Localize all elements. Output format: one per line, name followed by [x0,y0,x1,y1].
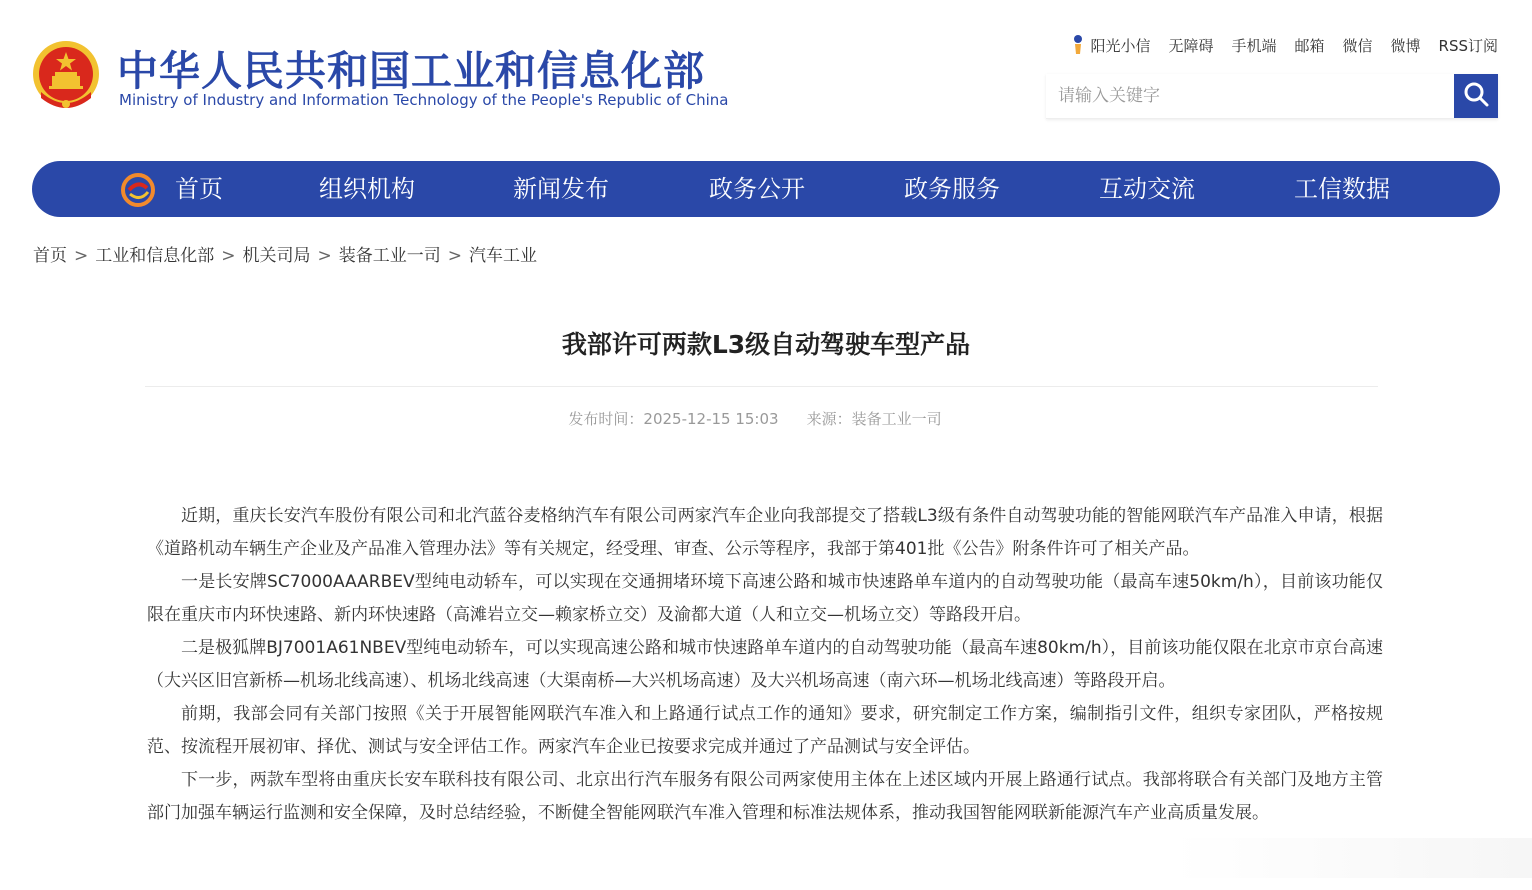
search-input[interactable] [1046,74,1446,118]
article-body [147,500,1383,830]
nav-item-gov-affairs-open[interactable]: 政务公开 [709,175,805,203]
site-subtitle: Ministry of Industry and Information Technology of the People's Republic of China [119,91,729,109]
article-paragraph: 二是极狐牌BJ7001A61NBEV型纯电动轿车，可以实现高速公路和城市快速路单车道内的自动驾驶功能（最高车速80km/h），目前该功能仅限在北京市京台高速（大兴区旧宫新桥—机场北线高速）、机场北线高速（大渠南桥—大兴机场高速）及大兴机场高速（南六环—机场北线高速）等路段开启。 [147,638,1383,691]
article-paragraph: 近期，重庆长安汽车股份有限公司和北汽蓝谷麦格纳汽车有限公司两家汽车企业向我部提交了搭载L3级有条件自动驾驶功能的智能网联汽车产品准入申请，根据《道路机动车辆生产企业及产品准入管理办法》等有关规定，经受理、审查、公示等程序，我部于第401批《公告》附条件许可了相关产品。 [147,506,1383,559]
nav-item-data[interactable]: 工信数据 [1294,175,1390,203]
top-link-wechat[interactable]: 微信 [1342,36,1373,55]
breadcrumb-separator: > [74,246,89,266]
search-button[interactable] [1454,74,1498,118]
top-link-rss[interactable]: RSS订阅 [1438,36,1498,55]
breadcrumb-home[interactable]: 首页 [33,246,67,266]
top-link-label: 阳光小信 [1090,36,1151,55]
article-meta [0,408,1510,429]
sunshine-icon [1072,34,1084,56]
nav-item-home[interactable]: 首页 [175,175,223,203]
site-title[interactable]: 中华人民共和国工业和信息化部 [117,47,705,95]
breadcrumb-miit[interactable]: 工业和信息化部 [95,246,215,266]
top-link-weibo[interactable]: 微博 [1390,36,1421,55]
nav-item-news[interactable]: 新闻发布 [513,175,609,203]
nav-item-gov-services[interactable]: 政务服务 [904,175,1000,203]
article-title: 我部许可两款L3级自动驾驶车型产品 [561,330,971,359]
source-label: 来源： [806,410,852,428]
breadcrumb-departments[interactable]: 机关司局 [242,246,311,266]
article-paragraph: 前期，我部会同有关部门按照《关于开展智能网联汽车准入和上路通行试点工作的通知》要求，研究制定工作方案，编制指引文件，组织专家团队，严格按规范、按流程开展初审、择优、测试与安全评估工作。两家汽车企业已按要求完成并通过了产品测试与安全评估。 [147,704,1383,757]
breadcrumb-separator: > [447,246,462,266]
top-links [1072,34,1498,56]
article-paragraph: 下一步，两款车型将由重庆长安车联科技有限公司、北京出行汽车服务有限公司两家使用主体在上述区域内开展上路通行试点。我部将联合有关部门及地方主管部门加强车辆运行监测和安全保障，及时总结经验，不断健全智能网联汽车准入管理和标准法规体系，推动我国智能网联新能源汽车产业高质量发展。 [147,770,1383,823]
top-link-mail[interactable]: 邮箱 [1294,36,1325,55]
search-icon [1463,81,1489,111]
publish-time: 2025-12-15 15:03 [643,410,779,428]
publish-label: 发布时间： [568,410,644,428]
title-divider [145,386,1378,387]
breadcrumb-separator: > [221,246,236,266]
breadcrumb-auto-industry[interactable]: 汽车工业 [469,246,537,266]
nav-item-interaction[interactable]: 互动交流 [1099,175,1195,203]
breadcrumb-equipment-dept[interactable]: 装备工业一司 [338,246,441,266]
top-link-sunshine[interactable] [1072,34,1150,56]
national-emblem-icon [31,38,101,114]
article-paragraph: 一是长安牌SC7000AAARBEV型纯电动轿车，可以实现在交通拥堵环境下高速公路和城市快速路单车道内的自动驾驶功能（最高车速50km/h），目前该功能仅限在重庆市内环快速路、新内环快速路（高滩岩立交—赖家桥立交）及渝都大道（人和立交—机场立交）等路段开启。 [147,572,1383,625]
source-value: 装备工业一司 [851,410,942,428]
top-link-accessibility[interactable]: 无障碍 [1168,36,1214,55]
top-link-mobile[interactable]: 手机端 [1231,36,1277,55]
search-bar [1046,74,1498,119]
nav-logo-icon [120,172,156,208]
nav-item-organization[interactable]: 组织机构 [319,175,415,203]
main-nav [32,161,1500,217]
breadcrumb [33,241,537,266]
watermark-overlay [1172,838,1532,878]
breadcrumb-separator: > [317,246,332,266]
